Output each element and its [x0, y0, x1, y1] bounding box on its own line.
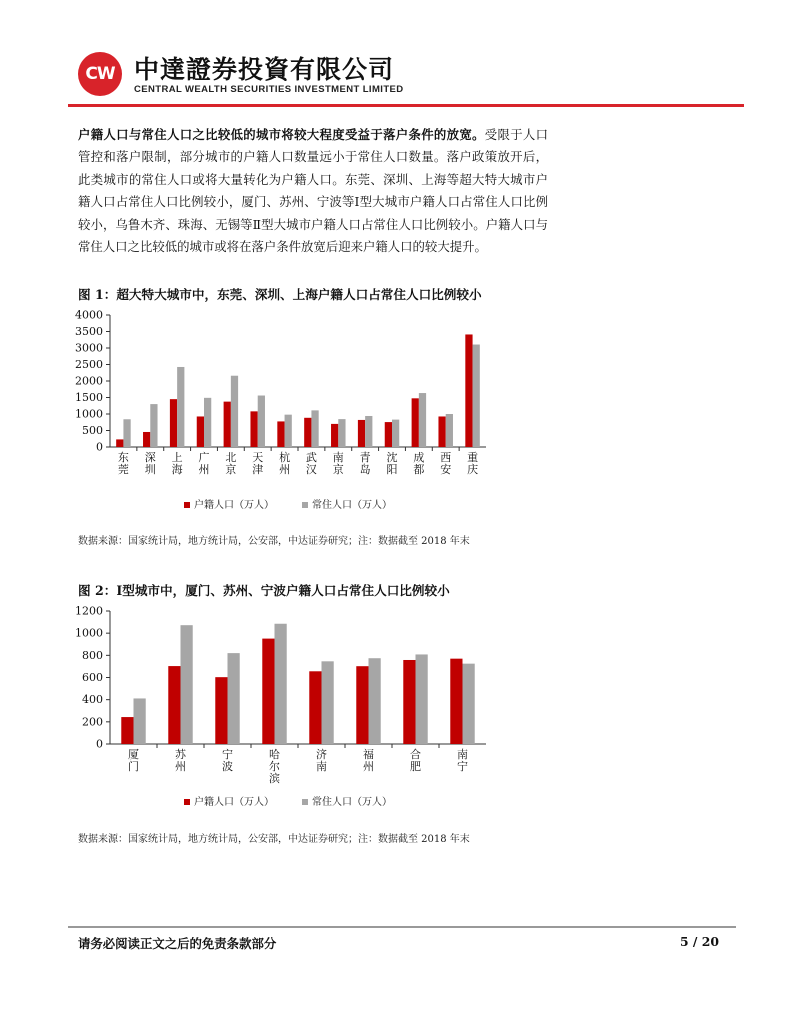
x-tick-label: 合肥 [410, 748, 421, 773]
paragraph-text: 受限于人口管控和落户限制，部分城市的户籍人口数量远小于常住人口数量。落户政策放开后，此类城市的常住人口或将大量转化为户籍人口。东莞、深圳、上海等超大特大城市户籍人口占常住人口比例较小，厦门、苏州、宁波等Ⅰ型大城市户籍人口占常住人口比例较小，乌鲁木齐、珠海、无锡等Ⅱ型大城市户籍人口占常住人口比例较小。户籍人口与常住人口之比较低的城市或将在落户条件放宽后迎来户籍人口的较大提升。 [78, 127, 549, 255]
y-tick-label: 800 [82, 648, 103, 662]
figure1-title: 图 1：超大特大城市中，东莞、深圳、上海户籍人口占常住人口比例较小 [78, 287, 482, 302]
bar-changzhu [181, 625, 193, 744]
x-tick-label: 宁波 [222, 748, 233, 773]
x-tick-label: 上海 [171, 451, 183, 476]
bar-changzhu [177, 367, 184, 447]
y-tick-label: 1200 [75, 604, 103, 618]
bar-changzhu [392, 420, 399, 447]
bar-huji [224, 402, 231, 447]
body-paragraph [78, 124, 548, 258]
bar-huji [170, 399, 177, 447]
bar-huji [412, 398, 419, 447]
y-tick-label: 3500 [75, 325, 103, 338]
bar-changzhu [311, 410, 318, 447]
legend-swatch [302, 502, 308, 508]
y-tick-label: 0 [96, 737, 103, 751]
y-tick-label: 400 [82, 693, 103, 707]
bar-changzhu [338, 419, 345, 447]
x-tick-label: 深圳 [144, 451, 156, 476]
x-tick-label: 西安 [440, 451, 452, 476]
bar-changzhu [231, 376, 238, 447]
header-divider [68, 104, 744, 107]
lead-sentence: 户籍人口与常住人口之比较低的城市将较大程度受益于落户条件的放宽。 [78, 127, 485, 142]
bar-changzhu [446, 414, 453, 447]
bar-huji [262, 639, 274, 744]
legend-label: 常住人口（万人） [312, 500, 392, 511]
bar-changzhu [285, 415, 292, 447]
bar-changzhu [134, 698, 146, 744]
legend-swatch [184, 502, 190, 508]
figure1-source: 数据来源：国家统计局，地方统计局，公安部，中达证券研究；注：数据截至 2018 年末 [78, 536, 470, 547]
x-tick-label: 重庆 [467, 451, 479, 476]
bar-huji [116, 439, 123, 447]
x-tick-label: 天津 [252, 451, 264, 476]
y-tick-label: 4000 [75, 308, 103, 322]
bar-huji [403, 660, 415, 744]
bar-huji [304, 418, 311, 447]
x-tick-label: 青岛 [359, 451, 371, 476]
footer-divider [68, 926, 736, 928]
figure1-chart [66, 306, 526, 524]
figure2-chart [66, 602, 526, 820]
bar-changzhu [416, 654, 428, 744]
company-name-en: CENTRAL WEALTH SECURITIES INVESTMENT LIMITED [134, 84, 404, 95]
bar-changzhu [463, 664, 475, 744]
bar-changzhu [365, 416, 372, 447]
page-number: 5 / 20 [679, 934, 719, 949]
bar-changzhu [150, 404, 157, 447]
bar-huji [358, 420, 365, 447]
figure2-source: 数据来源：国家统计局，地方统计局，公安部，中达证券研究；注：数据截至 2018 年末 [78, 834, 470, 845]
legend-label: 户籍人口（万人） [194, 797, 274, 808]
x-tick-label: 东莞 [117, 451, 129, 476]
bar-changzhu [369, 658, 381, 744]
x-tick-label: 武汉 [305, 451, 317, 476]
bar-changzhu [322, 661, 334, 744]
bar-huji [331, 424, 338, 447]
x-tick-label: 福州 [363, 748, 374, 773]
y-tick-label: 2000 [75, 374, 103, 388]
legend-swatch [302, 799, 308, 805]
x-tick-label: 厦门 [128, 748, 139, 773]
bar-changzhu [419, 393, 426, 447]
bar-huji [121, 717, 133, 744]
bar-huji [143, 432, 150, 447]
bar-huji [385, 422, 392, 447]
figure2-title: 图 2：Ⅰ型城市中，厦门、苏州、宁波户籍人口占常住人口比例较小 [78, 583, 450, 598]
y-tick-label: 500 [82, 424, 103, 437]
bar-huji [168, 666, 180, 744]
bar-changzhu [275, 624, 287, 744]
x-tick-label: 广州 [198, 451, 210, 476]
legend-label: 户籍人口（万人） [194, 500, 274, 511]
bar-huji [215, 677, 227, 744]
footer-disclaimer: 请务必阅读正文之后的免责条款部分 [78, 936, 277, 951]
y-tick-label: 1000 [75, 407, 103, 421]
x-tick-label: 南宁 [457, 748, 468, 773]
x-tick-label: 北京 [225, 451, 237, 476]
bar-huji [309, 671, 321, 744]
y-tick-label: 1500 [75, 391, 103, 404]
bar-huji [438, 416, 445, 447]
bar-changzhu [258, 396, 265, 447]
x-tick-label: 济南 [316, 748, 327, 773]
y-tick-label: 1000 [75, 626, 103, 640]
bar-changzhu [228, 653, 240, 744]
bar-huji [465, 334, 472, 447]
bar-changzhu [204, 398, 211, 447]
bar-huji [197, 416, 204, 447]
company-logo-icon: CW [78, 52, 122, 96]
bar-huji [277, 421, 284, 447]
x-tick-label: 沈阳 [386, 451, 398, 476]
x-tick-label: 杭州 [279, 451, 291, 476]
x-tick-label: 南京 [332, 451, 344, 476]
x-tick-label: 哈尔滨 [269, 748, 280, 785]
bar-huji [450, 659, 462, 744]
y-tick-label: 600 [82, 671, 103, 684]
y-tick-label: 0 [96, 440, 103, 454]
company-name-cn: 中達證券投資有限公司 [134, 55, 395, 84]
y-tick-label: 3000 [75, 341, 103, 355]
report-header [78, 48, 748, 108]
bar-huji [356, 666, 368, 744]
bar-changzhu [473, 345, 480, 447]
y-tick-label: 2500 [75, 358, 103, 371]
x-tick-label: 苏州 [175, 748, 186, 773]
legend-label: 常住人口（万人） [312, 797, 392, 808]
bar-changzhu [123, 419, 130, 447]
legend-swatch [184, 799, 190, 805]
y-tick-label: 200 [82, 715, 103, 729]
bar-huji [250, 411, 257, 447]
x-tick-label: 成都 [413, 451, 425, 476]
